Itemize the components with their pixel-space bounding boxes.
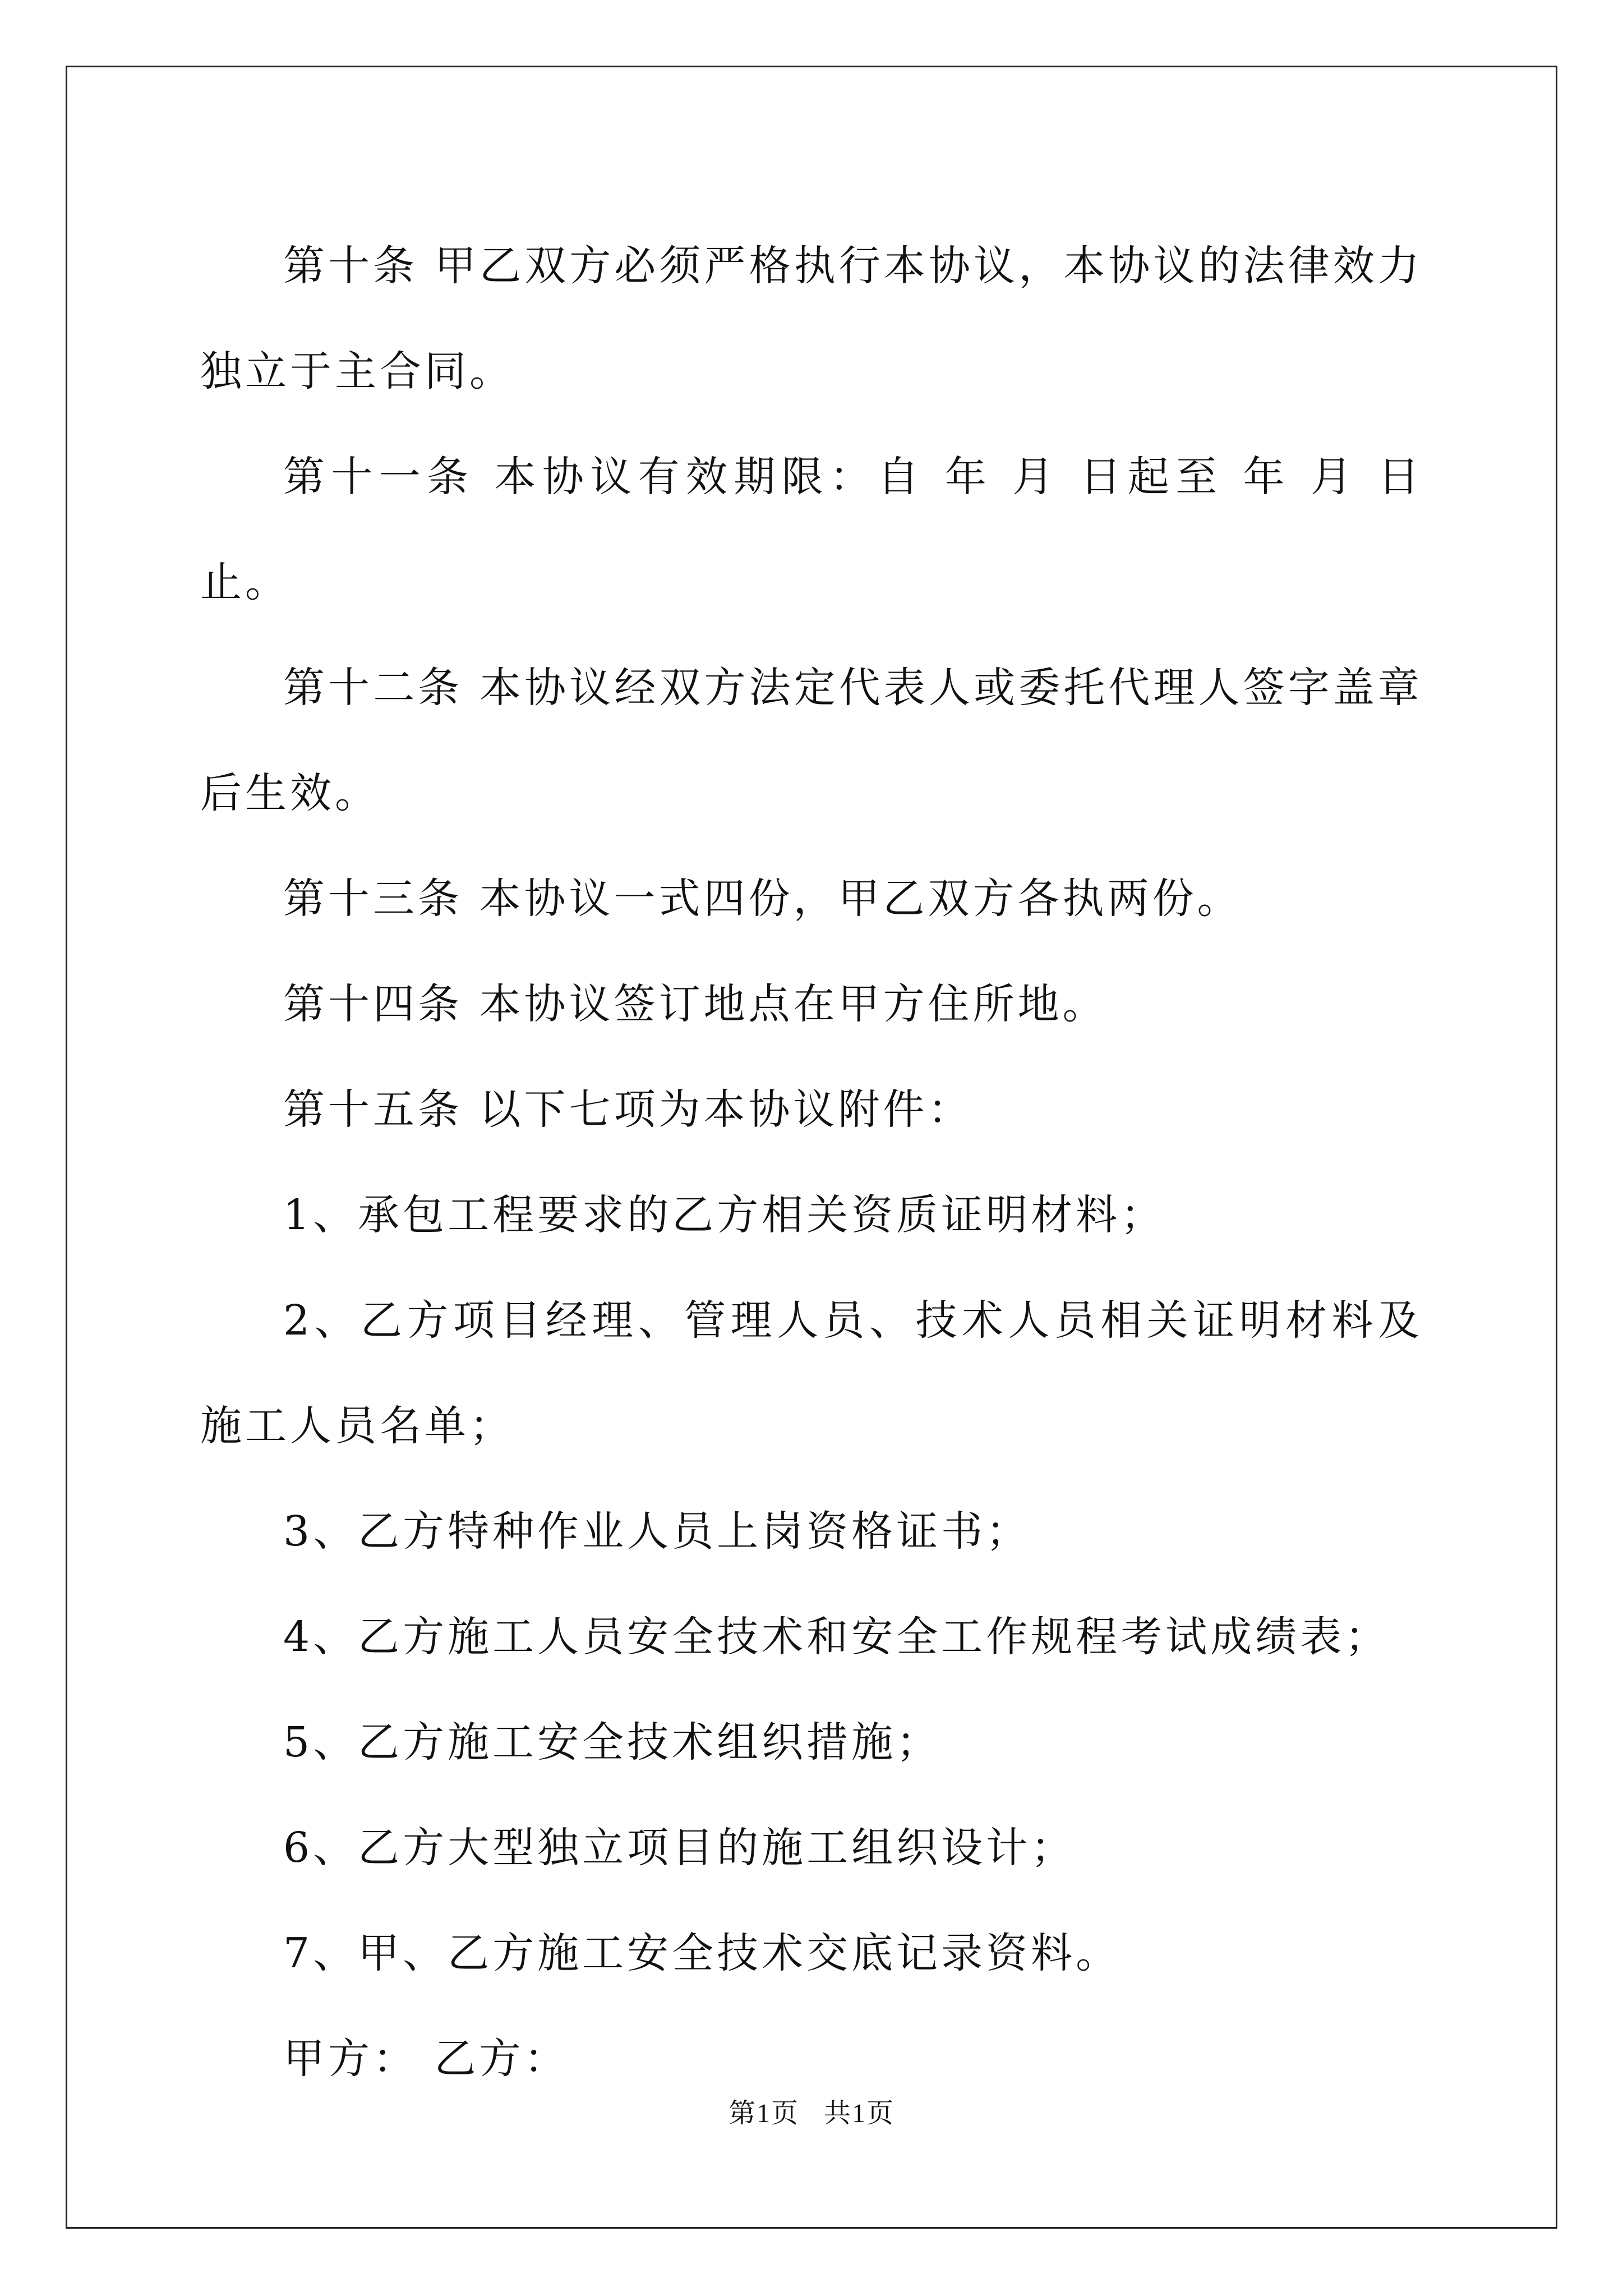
- attachment-6: 6、乙方大型独立项目的施工组织设计；: [283, 1824, 1076, 1872]
- clause-11: 第十一条 本协议有效期限：自 年 月 日起至 年 月 日止。: [200, 453, 1423, 606]
- clause-15: 第十五条 以下七项为本协议附件：: [283, 1085, 973, 1134]
- page-number: 第1页: [728, 2099, 799, 2128]
- attachment-3: 3、乙方特种作业人员上岗资格证书；: [283, 1507, 1031, 1556]
- clause-13: 第十三条 本协议一式四份，甲乙双方各执两份。: [283, 875, 1242, 923]
- attachment-7: 7、甲、乙方施工安全技术交底记录资料。: [283, 1929, 1121, 1977]
- clause-14: 第十四条 本协议签订地点在甲方住所地。: [283, 980, 1108, 1028]
- attachment-2: 2、乙方项目经理、管理人员、技术人员相关证明材料及施工人员名单；: [200, 1296, 1423, 1450]
- document-body: [200, 213, 1423, 2111]
- clause-12: 第十二条 本协议经双方法定代表人或委托代理人签字盖章后生效。: [200, 664, 1423, 817]
- clause-10: 第十条 甲乙双方必须严格执行本协议，本协议的法律效力独立于主合同。: [200, 242, 1423, 395]
- page-footer: [0, 2091, 1623, 2130]
- attachment-4: 4、乙方施工人员安全技术和安全工作规程考试成绩表；: [283, 1613, 1390, 1661]
- attachment-5: 5、乙方施工安全技术组织措施；: [283, 1718, 942, 1766]
- signature-line: 甲方： 乙方：: [283, 2035, 569, 2083]
- attachment-1: 1、承包工程要求的乙方相关资质证明材料；: [283, 1191, 1166, 1239]
- page-total: 共1页: [824, 2099, 895, 2128]
